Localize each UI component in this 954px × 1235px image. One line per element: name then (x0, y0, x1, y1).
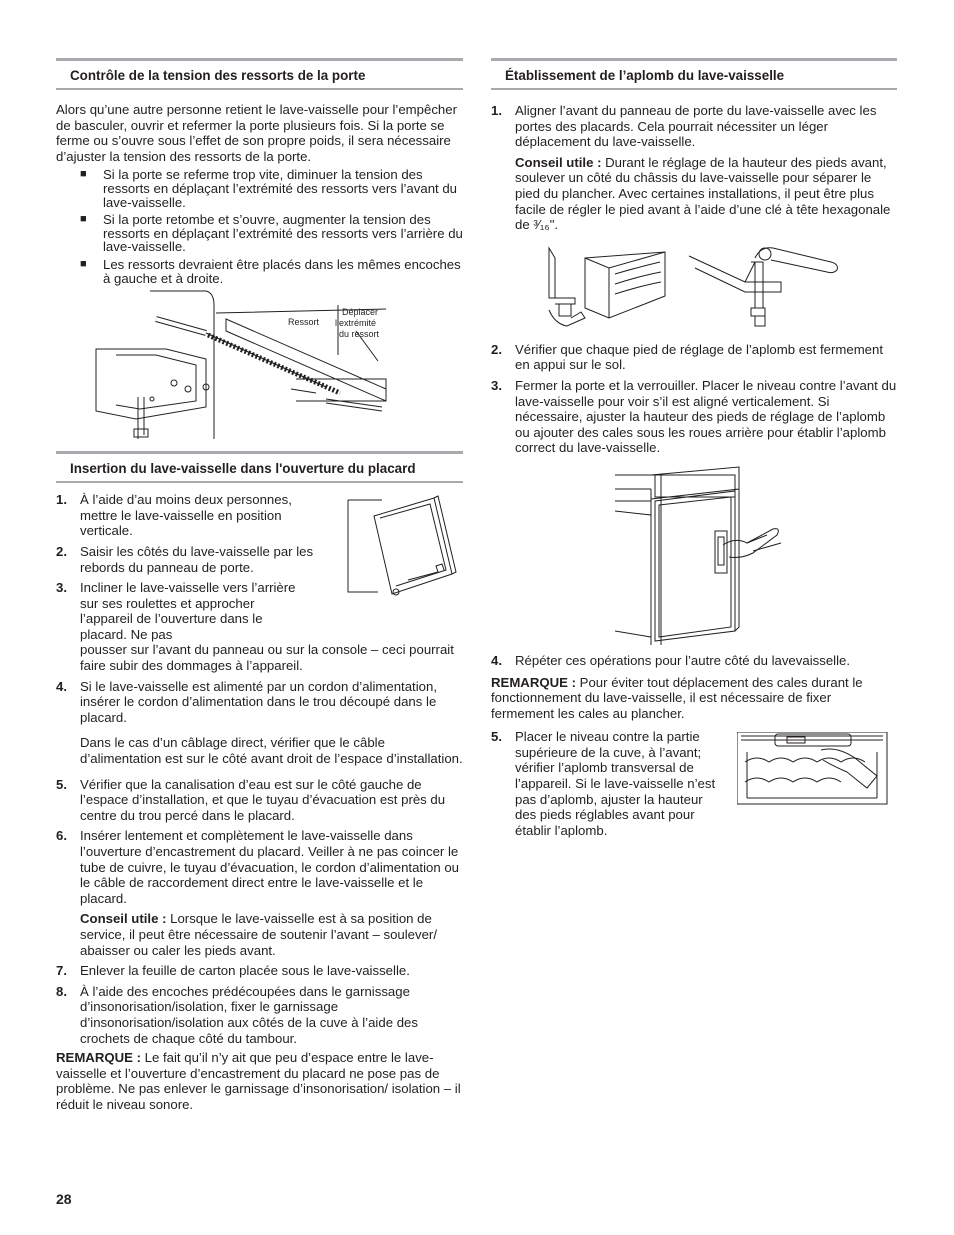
bullet-item: ■ Si la porte se referme trop vite, diminuer la tension des ressorts en déplaçant l’extrémité des ressorts vers l’avant du lave-vaisselle. (56, 168, 463, 209)
step-item: 2. Vérifier que chaque pied de réglage de l’aplomb est fermement en appui sur le sol. (491, 341, 884, 373)
step-item: 1. Aligner l’avant du panneau de porte du lave-vaisselle avec les portes des placards. Cela pourrait nécessiter un léger déplacement du lave-vaisselle. Conseil utile : Durant le réglage de la hauteur des pieds avant, soulever un côté du châssis du lave-vaisselle pour séparer le pied du plancher. Avec certaines installations, il peut être plus facile de régler le pied avant à l’aide d’une clé à tête hexagonale de ³⁄₁₆". (491, 103, 891, 233)
step-item: 2. Saisir les côtés du lave-vaisselle par les rebords du panneau de porte. (56, 543, 314, 575)
door-level-illustration (491, 461, 897, 649)
step-item: 1. À l’aide d’au moins deux personnes, mettre le lave-vaisselle en position verticale. (56, 492, 292, 539)
step-item: 5. Vérifier que la canalisation d’eau est sur le côté gauche de l’espace d’installation, et que le tuyau d’évacuation est près du centre du trou percé dans le placard. (56, 776, 446, 823)
step-number: 5. (56, 776, 67, 792)
label-move-1: Déplacer (342, 307, 379, 318)
leveling-note: REMARQUE : Pour éviter tout déplacement des cales durant le fonctionnement du lave-vaisselle, il est nécessaire de fixer fermement les cales au plancher. (491, 674, 863, 721)
step-number: 6. (56, 828, 67, 844)
step-number: 2. (491, 341, 502, 357)
insertion-steps-block (56, 492, 463, 1112)
page-number: 28 (56, 1191, 72, 1207)
label-move-3: du ressort (339, 329, 380, 340)
leveling-steps-2 (491, 342, 897, 456)
step-number: 8. (56, 983, 67, 999)
step-number: 5. (491, 729, 502, 745)
step-number: 7. (56, 963, 67, 979)
section-heading-insertion: Insertion du lave-vaisselle dans l'ouverture du placard (56, 451, 463, 483)
note-label: REMARQUE : (56, 1050, 141, 1066)
leveling-steps-3 (491, 653, 897, 669)
step-item: 3. Fermer la porte et la verrouiller. Placer le niveau contre l’avant du lave-vaisselle pour voir s’il est aligné verticalement. Si nécessaire, ajuster la hauteur des pieds de réglage de l’aplomb ou ajouter des cales sous les roues arrière pour établir l’aplomb correct du lave-vaisselle. (491, 377, 897, 456)
label-move-2: l’extrémité (335, 318, 377, 329)
label-spring: Ressort (288, 317, 320, 328)
leveling-steps (491, 103, 897, 233)
step-item: 4. Répéter ces opérations pour l’autre côté du lavevaisselle. (491, 652, 851, 668)
step-item: 5. Placer le niveau contre la partie supérieure de la cuve, à l’avant; vérifier l’aplomb transversal de l’appareil. Si le lave-vaisselle n’est pas d’aplomb, ajuster la hauteur des pieds réglables avant pour établir l’aplomb. (491, 729, 716, 838)
tub-level-illustration (737, 732, 889, 806)
bullet-item: ■ Si la porte retombe et s’ouvre, augmenter la tension des ressorts en déplaçant l’extrémité des ressorts vers l’arrière du lave-vaisselle. (56, 213, 463, 254)
spring-intro-paragraph: Alors qu’une autre personne retient le lave-vaisselle pour l’empêcher de basculer, ouvrir et refermer la porte plusieurs fois. Si la porte se ferme ou s’ouvre sous l’effet de son propre poids, il sera nécessaire d’ajuster la tension des ressorts de la porte. (56, 102, 457, 164)
spring-bullet-list (56, 168, 463, 285)
step-number: 3. (491, 377, 502, 393)
step-number: 1. (491, 103, 502, 118)
step-number: 1. (56, 492, 67, 508)
step-number: 3. (56, 580, 67, 596)
note-label: REMARQUE : (491, 674, 576, 690)
tip-label: Conseil utile : (515, 154, 602, 170)
step-item: 8. À l’aide des encoches prédécoupées dans le garnissage d’insonorisation/isolation, fixer le garnissage d’insonorisation/isolation aux côtés de la cuve à l’aide des crochets de chaque côté du tambour. (56, 983, 418, 1046)
tip-label: Conseil utile : (80, 911, 167, 927)
step-number: 4. (491, 652, 502, 668)
step-number: 4. (56, 678, 67, 694)
bullet-item: ■ Les ressorts devraient être placés dans les mêmes encoches à gauche et à droite. (56, 258, 463, 285)
step-item: 6. Insérer lentement et complètement le lave-vaisselle dans l’ouverture d’encastrement du placard. Veiller à ne pas coincer le tube de cuivre, le tuyau d’évacuation, le cordon d’alimentation ou le câble de raccordement direct entre le lave-vaisselle et le placard. Conseil utile : Lorsque le lave-vaisselle est à sa position de service, il peut être nécessaire de soutenir l’avant – soulever/ abaisser ou caler les pieds avant. (56, 828, 460, 958)
leveling-leg-illustration (515, 238, 921, 334)
step-item: 7. Enlever la feuille de carton placée sous le lave-vaisselle. (56, 963, 410, 979)
step-number: 2. (56, 543, 67, 559)
right-column (491, 58, 897, 843)
door-spring-illustration (56, 289, 463, 447)
insertion-note: REMARQUE : Le fait qu’il n’y ait que peu d’espace entre le lave-vaisselle et l’ouverture d’encastrement du placard ne pose pas de problème. Ne pas enlever le garnissage d’insonorisation/ isolation – il réduit le niveau sonore. (56, 1050, 461, 1112)
section-heading-spring-tension: Contrôle de la tension des ressorts de la porte (56, 58, 463, 90)
step-item: 4. Si le lave-vaisselle est alimenté par un cordon d’alimentation, insérer le cordon d’alimentation dans le trou découpé dans le placard. Dans le cas d’un câblage direct, vérifier que le câble d’alimentation est sur le côté avant droit de l’espace d’installation. (56, 678, 463, 767)
section-heading-leveling: Établissement de l’aplomb du lave-vaisselle (491, 58, 897, 90)
step-item: 3. Incliner le lave-vaisselle vers l’arrière sur ses roulettes et approcher l’appareil de l’ouverture dans le placard. Ne pas pousser sur l’avant du panneau ou sur la console – ceci pourrait faire subir des dommages à l’appareil. (56, 580, 454, 674)
left-column (56, 58, 463, 1113)
